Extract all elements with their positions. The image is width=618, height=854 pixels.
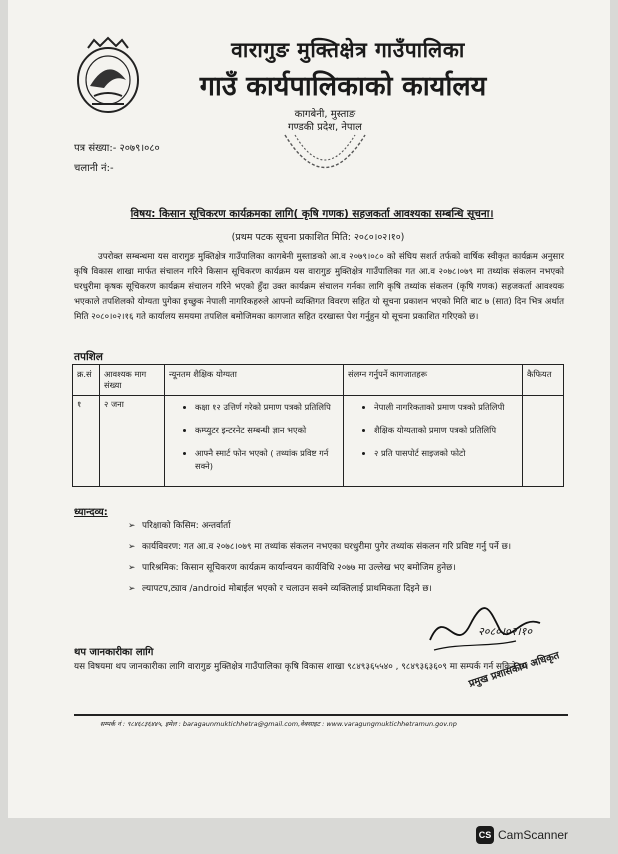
details-heading: तपशिल <box>74 351 103 363</box>
cell-sn: १ <box>73 396 100 487</box>
more-info-heading: थप जानकारीका लागि <box>74 647 154 658</box>
note-text: कार्यविवरण: गत आ.व २०७८।०७९ मा तथ्यांक संकलन नभएका घरधुरीमा पुगेर तथ्यांक संकलन गरि प्रविष्ट गर्नु पर्ने छ। <box>142 542 512 552</box>
notice-subject: विषय: किसान सूचिकरण कार्यक्रमका लागि( कृषि गणक) सहजकर्ता आवश्यका सम्बन्धि सूचना। <box>130 208 494 220</box>
notes-list <box>128 520 568 604</box>
footer-divider <box>74 714 568 716</box>
address-line-2: गण्डकी प्रदेश, नेपाल <box>288 122 362 133</box>
document-page <box>8 0 610 818</box>
arrow-icon: ➢ <box>128 563 136 573</box>
document-item: • २ प्रति पासपोर्ट साइजको फोटो <box>374 447 518 460</box>
qualification-item: • कक्षा १२ उत्तिर्ण गरेको प्रमाण पत्रको प्रतिलिपि <box>195 401 339 414</box>
signature-date: २०८०।०२।१० <box>478 625 533 638</box>
municipality-title: वारागुङ मुक्तिक्षेत्र गाउँपालिका <box>231 38 465 62</box>
list-item <box>128 520 568 533</box>
cell-count: २ जना <box>100 396 165 487</box>
document-item: • शैक्षिक योग्यताको प्रमाण पत्रको प्रतिलिपि <box>374 424 518 437</box>
publication-date: (प्रथम पटक सूचना प्रकाशित मिति: २०८०।०२।१०) <box>231 232 405 243</box>
camscanner-label: CamScanner <box>498 828 569 842</box>
arrow-icon: ➢ <box>128 584 136 594</box>
table-row <box>73 396 564 487</box>
cell-qualifications <box>165 396 344 487</box>
cell-documents <box>344 396 523 487</box>
requirements-table <box>72 364 564 487</box>
qualification-item: • कम्प्युटर इन्टरनेट सम्बन्धी ज्ञान भएको <box>195 424 339 437</box>
office-title: गाउँ कार्यपालिकाको कार्यालय <box>199 71 487 102</box>
arrow-icon: ➢ <box>128 542 136 552</box>
col-documents: संलग्न गर्नुपर्ने कागजातहरू <box>344 365 523 396</box>
col-count: आवश्यक माग संख्या <box>100 365 165 396</box>
footer-contact: सम्पर्क नं : ९८४६८३६४४५, इमेल : baragaunmuktichhetra@gmail.com,वेबसाइट : www.varagungmuktichhetramun.gov.np <box>100 720 457 728</box>
municipality-seal-icon <box>74 36 142 116</box>
col-sn: क्र.सं <box>73 365 100 396</box>
list-item <box>128 562 568 575</box>
notes-heading: ध्यान्दव्य: <box>74 507 108 518</box>
cell-remarks <box>523 396 564 487</box>
arrow-icon: ➢ <box>128 521 136 531</box>
document-item: • नेपाली नागरिकताको प्रमाण पत्रको प्रतिलिपी <box>374 401 518 414</box>
notice-body: उपरोक्त सम्बन्धमा यस वारागुङ मुक्तिक्षेत्र गाउँपालिका कागबेनी मुस्ताङको आ.व २०७९।०८० को संघिय सशर्त तर्फको वार्षिक स्वीकृत कार्यक्रम अनुसार कृषि विकास शाखा मार्फत संचालन गरिने किसान सूचिकरण कार्यक्रम यस वारागुङ मुक्तिक्षेत्र गाउँपालिका गत आ.व २०७८।०७९ मा तथ्यांक संकलन नभएको घरधुरीमा कृषक सूचिकरण कार्यक्रम संचालन गरिने भएको हुँदा उक्त कार्यक्रम संचालन गर्नका लागि कृषि तथ्यांक संकलन (कृषि गणक) सहजकर्ता आवश्यक भएकाले तपशिलको योग्यता पुगेका इच्छुक नेपाली नागरिकहरुले आफ्नो व्यक्तिगत विवरण सहित यो सूचना प्रकाशन भएको मिति बाट ७ (सात) दिन भित्र अर्थात मिति २०८०।०२।१६ गते कार्यालय समयमा तपशिल बमोजिमका कागजात सहित दरखास्त पेश गर्नुहुन यो सूचना प्रकाशित गरिएको छ। <box>74 252 564 322</box>
col-qualification: न्यूनतम शैक्षिक योग्यता <box>165 365 344 396</box>
address-line-1: कागबेनी, मुस्ताङ <box>294 109 356 120</box>
note-text: पारिश्रमिक: किसान सूचिकरण कार्यक्रम कार्यान्वयन कार्यविधि २०७७ मा उल्लेख भए बमोजिम हुनेछ। <box>142 563 456 573</box>
office-address <box>288 108 362 134</box>
camscanner-watermark <box>476 826 568 844</box>
letter-number: पत्र संख्या:- २०७९।०८० <box>74 143 160 154</box>
signature-stamp-text: प्रमुख प्रशासकीय अधिकृत <box>467 650 561 690</box>
table-header-row <box>73 365 564 396</box>
col-remarks: कैफियत <box>523 365 564 396</box>
note-text: ल्यापटप,ट्याव /android मोबाईल भएको र चलाउन सक्ने व्यक्तिलाई प्राथमिकता दिइने छ। <box>142 584 432 594</box>
signature-stamp <box>420 595 570 695</box>
qualification-item: • आफ्नै स्मार्ट फोन भएको ( तथ्यांक प्रविष्ट गर्न सक्ने) <box>195 447 339 473</box>
list-item <box>128 541 568 554</box>
camscanner-logo-icon: CS <box>476 826 494 844</box>
dispatch-number: चलानी नं:- <box>74 163 114 174</box>
note-text: परिक्षाको किसिम: अन्तर्वार्ता <box>142 521 231 531</box>
more-info-text: यस विषयमा थप जानकारीका लागि वारागुङ मुक्तिक्षेत्र गाउँपालिका कृषि विकास शाखा ९८४९३६५५४० , ९८४९३६३६०९ मा सम्पर्क गर्न सकिने छ। <box>74 662 529 672</box>
